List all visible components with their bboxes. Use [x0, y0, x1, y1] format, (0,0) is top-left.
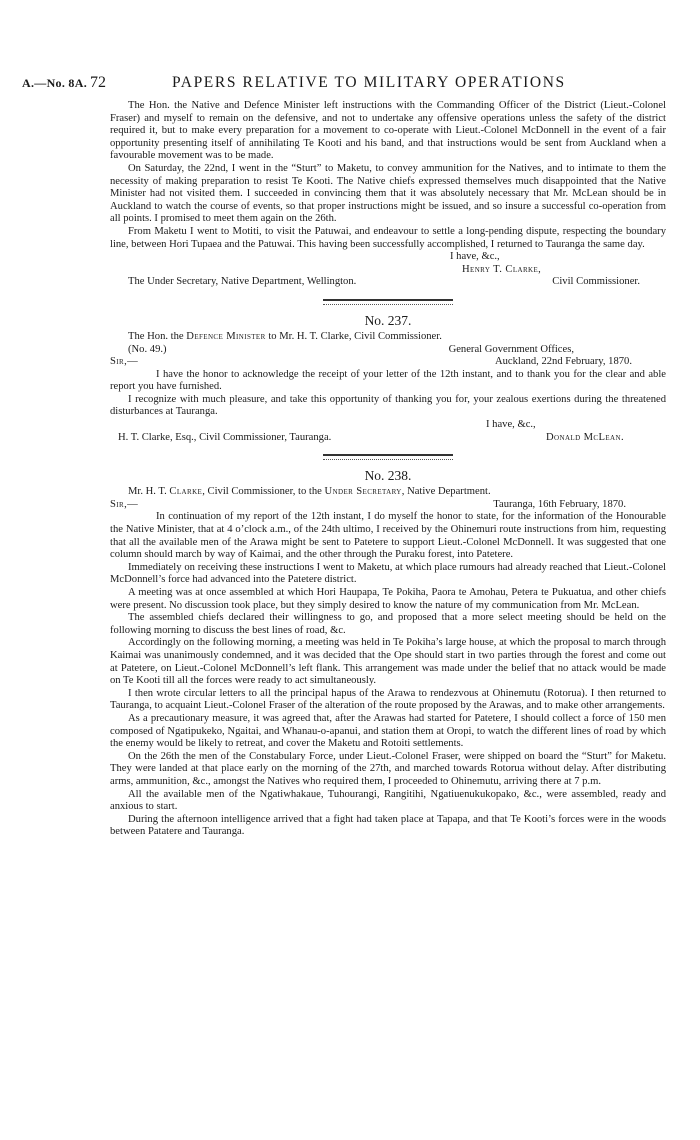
ref-row — [110, 344, 666, 357]
paragraph: Immediately on receiving these instructions I went to Maketu, at which place rumours had already reached that Lieut.-Colonel McDonnell’s force had advanced into the Patetere district. — [110, 561, 666, 586]
page-number: 72 — [90, 74, 106, 91]
sender: Clarke — [169, 486, 203, 498]
addressee: H. T. Clarke, Esq., Civil Commissioner, Tauranga. — [118, 431, 332, 443]
letter-ref: (No. 49.) — [128, 343, 167, 355]
paragraph: I then wrote circular letters to all the principal hapus of the Arawa to rendezvous at Ohinemutu (Rotorua). I then returned to Tauranga, to acquaint Lieut.-Colonel Fraser of the alteration of the route proposed by the Arawas, and to make other arrangements. — [110, 687, 666, 712]
letter-number: No. 237. — [364, 312, 412, 328]
paragraph: I recognize with much pleasure, and take this opportunity of thanking you for, your zealous exertions during the threatened disturbances at Tauranga. — [110, 393, 666, 418]
addressee-row — [110, 276, 666, 289]
signature-title: Civil Commissioner. — [552, 276, 640, 288]
salutation-row — [110, 499, 666, 512]
salutation: Sir,— — [110, 356, 139, 368]
letter-heading: Mr. H. T. Clarke, Civil Commissioner, to the Under Secretary, Native Department. — [128, 486, 491, 498]
paragraph: During the afternoon intelligence arrived that a fight had taken place at Tapapa, and that Te Kooti’s forces were in the woods between Patatere and Tauranga. — [110, 813, 666, 838]
document-reference: A.—No. 8A. — [22, 76, 87, 90]
paragraph: All the available men of the Ngatiwhakaue, Tuhourangi, Rangitihi, Ngatiuenukukopako, &c., were assembled, ready and anxious to start. — [110, 788, 666, 813]
document-body — [110, 100, 666, 839]
date: Tauranga, 16th February, 1870. — [493, 498, 626, 510]
paragraph: As a precautionary measure, it was agreed that, after the Arawas had started for Patetere, I should collect a force of 150 men composed of Ngatipukeko, Ngaitai, and Whanau-o-apanui, and station them at Oropi, to watch the different lines of road by which the enemy would be likely to retreat, and cover the Maketu and Rotoiti settlements. — [110, 712, 666, 750]
paragraph: From Maketu I went to Motiti, to visit the Patuwai, and endeavour to settle a long-pending dispute, respecting the boundary line, between Hori Tupaea and the Patuwai. This having been successfully accomplished, I returned to Tauranga the same day. — [110, 225, 666, 250]
paragraph: On Saturday, the 22nd, I went in the “Sturt” to Maketu, to convey ammunition for the Natives, and to intimate to them the necessity of making preparation to resist Te Kooti. The Native chiefs expressed themselves much disappointed that the Native Minister had not visited them. I succeeded in convincing them that it was absolutely necessary that Mr. McLean should be in Auckland to watch the course of events, so that proper instructions might be issued, and so insure a successful co-operation from all points. I promised to meet them again on the 26th. — [110, 162, 666, 225]
salutation: Sir,— — [110, 498, 139, 510]
paragraph: In continuation of my report of the 12th instant, I do myself the honor to state, for the information of the Honourable the Native Minister, that at 4 o’clock a.m., of the 24th ultimo, I received by the Ohinemuri route instructions from him, requesting that all the available men of the Arawa might be sent to Patetere to support Lieut.-Colonel McDonnell. It was suggested that one column should march by way of Kaimai, and the other through the Puraku forest, into Patetere. — [110, 511, 666, 561]
letter-238 — [110, 468, 666, 839]
addressee-row — [110, 432, 666, 445]
office: General Government Offices, — [448, 343, 574, 355]
date: Auckland, 22nd February, 1870. — [494, 356, 632, 368]
closing: I have, &c., — [486, 419, 536, 431]
paragraph: The Hon. the Native and Defence Minister left instructions with the Commanding Officer of the District (Lieut.-Colonel Fraser) and myself to remain on the defensive, and not to undertake any offensive operations unless the safety of the district required it, but to make every preparation for a movement to co-operate with Lieut.-Colonel McDonnell in the event of a fair opportunity presenting itself of annihilating Te Kooti and his band, and that instructions would be sent from Auckland when a favourable movement was to be made. — [110, 100, 666, 162]
signature-name: Henry T. Clarke, — [462, 263, 542, 275]
section-divider — [323, 299, 453, 305]
letter-237 — [110, 313, 666, 444]
page-header — [22, 74, 662, 98]
sender: Defence Minister — [186, 330, 266, 342]
paragraph: I have the honor to acknowledge the receipt of your letter of the 12th instant, and to thank you for the clear and able report you have furnished. — [110, 368, 666, 393]
letter-number: No. 238. — [364, 468, 412, 484]
salutation-row — [110, 356, 666, 369]
paragraph: A meeting was at once assembled at which Hori Haupapa, Te Pokiha, Paora te Amohau, Petera te Pukuatua, and other chiefs were present. No discussion took place, but they simply desired to know the nature of my communication from Mr. McLean. — [110, 587, 666, 611]
letter-heading: The Hon. the Defence Minister to Mr. H. T. Clarke, Civil Commissioner. — [128, 330, 442, 342]
signature: Donald McLean. — [546, 431, 624, 443]
letter-continuation — [110, 100, 666, 289]
running-title: PAPERS RELATIVE TO MILITARY OPERATIONS — [172, 74, 566, 91]
paragraph: On the 26th the men of the Constabulary Force, under Lieut.-Colonel Fraser, were shipped on board the “Sturt” for Maketu. They were landed at that place early on the morning of the 27th, and marched towards Rotorua without delay. After distributing arms, ammunition, &c., amongst the Natives who required them, I proceeded to Ohinemutu, arriving there at 7 p.m. — [110, 750, 666, 787]
recipient: Under Secretary — [324, 486, 402, 498]
addressee: The Under Secretary, Native Department, Wellington. — [128, 276, 357, 288]
closing: I have, &c., — [450, 251, 500, 263]
paragraph: The assembled chiefs declared their willingness to go, and proposed that a more select meeting should be held on the following morning to discuss the best lines of road, &c. — [110, 612, 666, 636]
paragraph: Accordingly on the following morning, a meeting was held in Te Pokiha’s large house, at which the proposal to march through Kaimai was unanimously condemned, and it was decided that the Ope should start in two parties through the forest and come out at Patetere, on Lieut.-Colonel McDonnell’s left flank. This arrangement was made under the belief that no attack would be made on Te Kooti till all the forces were ready to act simultaneously. — [110, 637, 666, 687]
section-divider — [323, 454, 453, 460]
